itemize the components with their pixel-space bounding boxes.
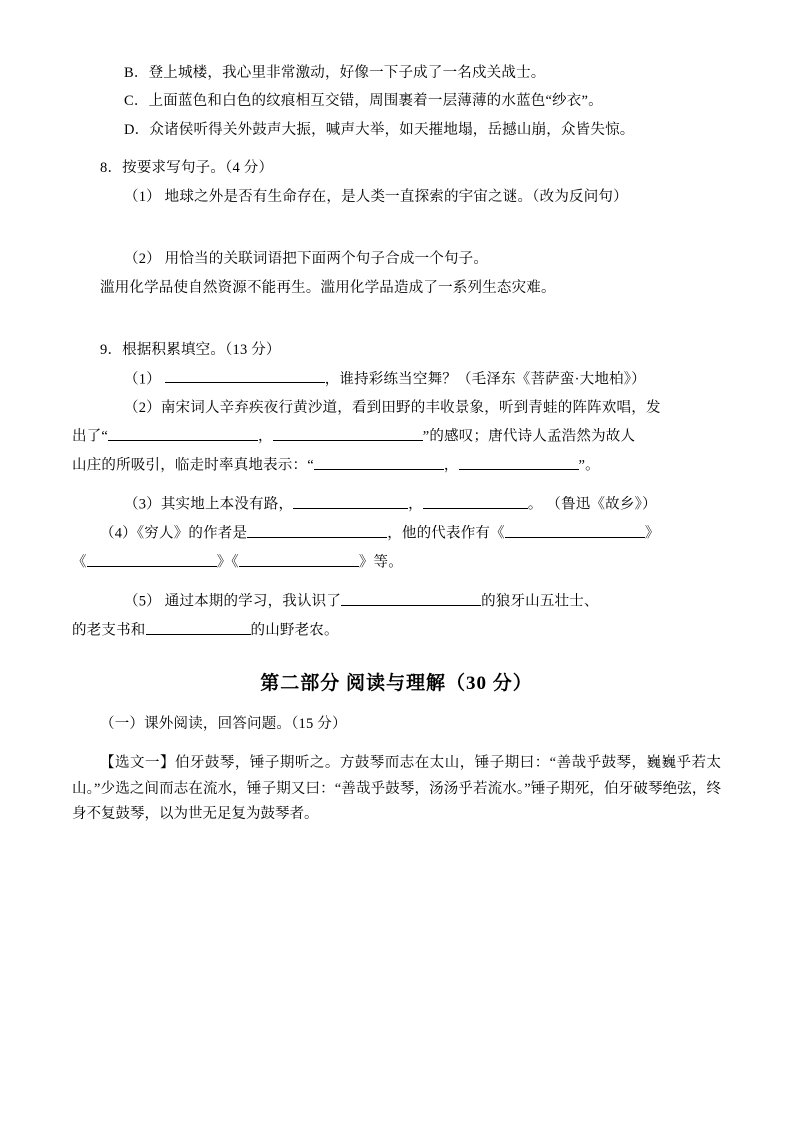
item-1-prefix: （1） — [124, 371, 161, 388]
item-2-seg-e: ， — [443, 457, 459, 474]
question-9-item-2-line1: （2）南宋词人辛弃疾夜行黄沙道，看到田野的丰收景象，听到青蛙的阵阵欢唱，发 — [124, 399, 661, 416]
question-9-item-3 — [72, 493, 721, 516]
item-2-seg-c: ”的感叹；唐代诗人孟浩然为故人 — [422, 428, 636, 445]
fill-blank[interactable] — [293, 493, 408, 509]
question-9-stem: 9．根据积累填空。（13 分） — [100, 342, 281, 359]
question-9-item-1 — [72, 368, 721, 391]
fill-blank[interactable] — [239, 551, 359, 567]
item-2-seg-a: 出了“ — [72, 428, 109, 445]
item-5-seg-c: 的老支书和 — [72, 622, 146, 639]
fill-blank[interactable] — [505, 522, 645, 538]
question-8-item-1: （1） 地球之外是否有生命存在，是人类一直探索的宇宙之谜。（改为反问句） — [124, 188, 628, 205]
fill-blank[interactable] — [165, 368, 325, 384]
question-9-item-4-line1 — [72, 522, 721, 545]
fill-blank[interactable] — [247, 522, 387, 538]
fill-blank[interactable] — [108, 425, 258, 441]
question-9-item-2-line2 — [72, 425, 721, 448]
part-2-title: 第二部分 阅读与理解（30 分） — [260, 672, 533, 694]
item-4-seg-f: 》等。 — [358, 554, 403, 571]
item-2-seg-f: ”。 — [578, 457, 600, 474]
item-4-seg-a: （4）《穷人》的作者是 — [100, 525, 248, 542]
question-9-item-4-line2 — [72, 551, 721, 574]
reading-passage-1 — [72, 751, 721, 827]
choice-option-b: B．登上城楼，我心里非常激动，好像一下子成了一名戍关战士。 — [124, 65, 546, 81]
part-2-subtitle: （一）课外阅读，回答问题。（15 分） — [100, 715, 347, 732]
item-4-seg-d: 《 — [72, 554, 87, 571]
item-2-seg-b: ， — [258, 428, 273, 445]
passage-text: 【选文一】伯牙鼓琴，锤子期听之。方鼓琴而志在太山，锤子期曰：“善哉乎鼓琴，巍巍乎若太山。”少选之间而志在流水，锤子期又曰：“善哉乎鼓琴，汤汤乎若流水。”锤子期死，伯牙破琴绝弦，终身不复鼓琴，以为世无足复为鼓琴者。 — [72, 755, 721, 823]
item-3-seg-b: ， — [408, 496, 423, 513]
question-8-item-2-text: 滥用化学品使自然资源不能再生。滥用化学品造成了一系列生态灾难。 — [100, 279, 556, 296]
fill-blank[interactable] — [87, 551, 217, 567]
item-4-seg-e: 》《 — [216, 554, 239, 571]
question-9-item-5-line1 — [72, 590, 721, 613]
question-9-item-5-line2 — [72, 619, 721, 642]
item-4-seg-c: 》 — [644, 525, 660, 542]
choice-option-c: C．上面蓝色和白色的纹痕相互交错，周围裹着一层薄薄的水蓝色“纱衣”。 — [124, 93, 603, 110]
question-8-stem: 8．按要求写句子。（4 分） — [100, 160, 274, 177]
fill-blank[interactable] — [423, 493, 528, 509]
fill-blank[interactable] — [341, 590, 481, 606]
fill-blank[interactable] — [314, 454, 444, 470]
fill-blank[interactable] — [273, 425, 423, 441]
item-5-seg-d: 的山野老农。 — [250, 622, 339, 639]
item-2-seg-d: 山庄的所吸引，临走时率真地表示：“ — [72, 457, 314, 474]
question-8-item-2: （2） 用恰当的关联词语把下面两个句子合成一个句子。 — [124, 251, 489, 268]
item-3-seg-a: （3）其实地上本没有路， — [124, 496, 294, 513]
item-3-seg-c: 。 （鲁迅《故乡》） — [527, 496, 657, 513]
item-5-seg-b: 的狼牙山五壮士、 — [481, 593, 599, 610]
item-5-seg-a: （5） 通过本期的学习，我认识了 — [124, 593, 342, 610]
fill-blank[interactable] — [146, 619, 251, 635]
question-9-item-2-line3 — [72, 454, 721, 477]
fill-blank[interactable] — [459, 454, 579, 470]
item-1-tail: ，谁持彩练当空舞？（毛泽东《菩萨蛮·大地柏》） — [324, 371, 646, 388]
choice-option-d: D．众诸侯听得关外鼓声大振，喊声大举，如天摧地塌，岳撼山崩，众皆失惊。 — [124, 121, 635, 138]
item-4-seg-b: ，他的代表作有《 — [387, 525, 505, 542]
